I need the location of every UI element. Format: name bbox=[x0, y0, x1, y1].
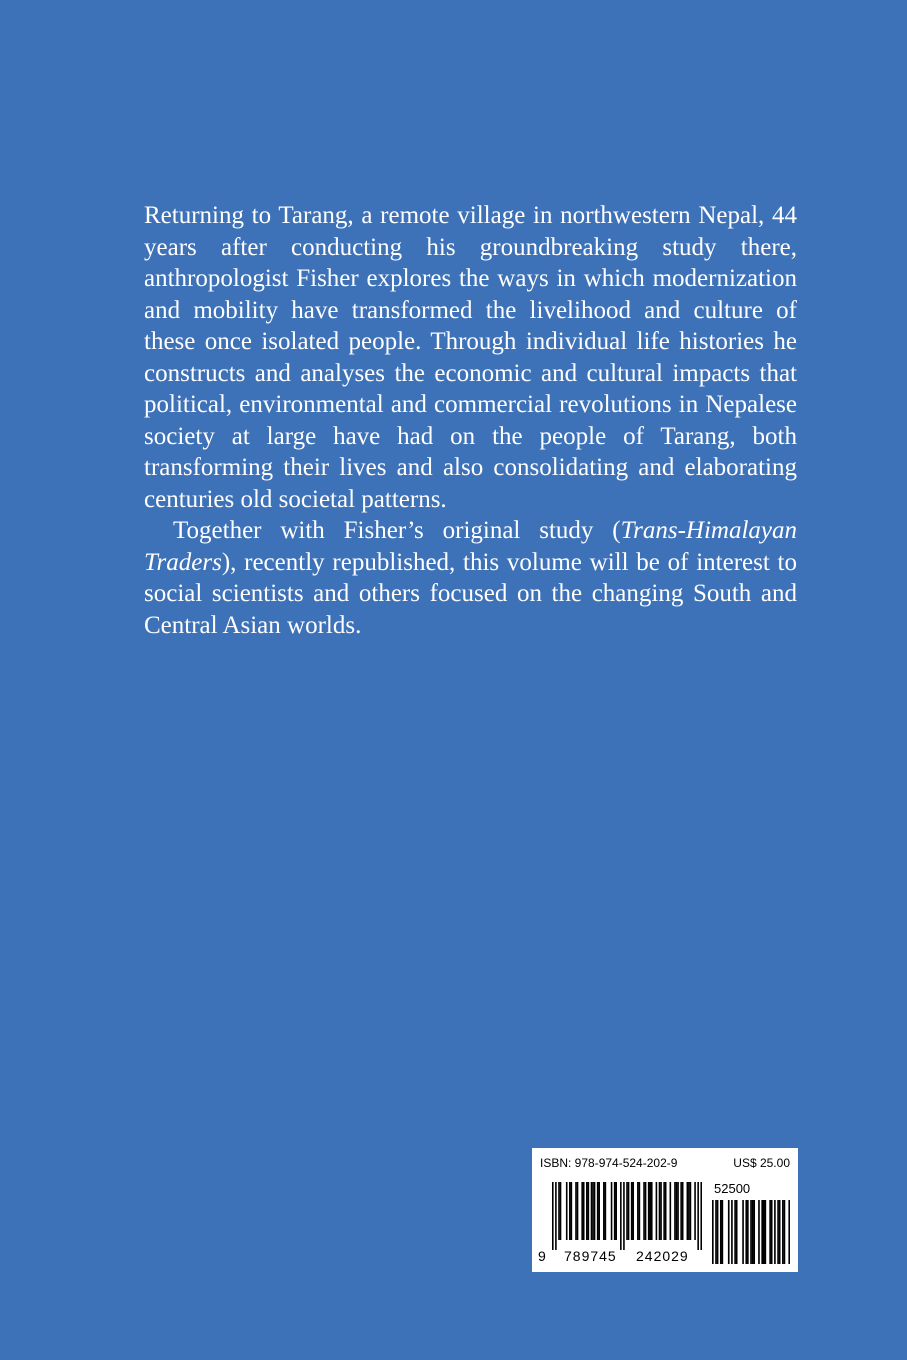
barcode-bar bbox=[769, 1200, 771, 1264]
barcode-bar bbox=[660, 1182, 662, 1240]
blurb-paragraph-2-rest: ), recently republished, this volume will be of interest to social scientists and others focused on the changing South and Central Asian worlds. bbox=[144, 548, 797, 639]
barcode-bar bbox=[720, 1200, 722, 1264]
barcode-bar bbox=[674, 1182, 676, 1240]
barcode-bar bbox=[715, 1200, 717, 1264]
barcode-bar bbox=[586, 1182, 588, 1240]
barcode-bar bbox=[663, 1182, 665, 1240]
barcode-bar bbox=[763, 1200, 765, 1264]
barcode-bar bbox=[594, 1182, 596, 1240]
barcode-bar bbox=[747, 1200, 749, 1264]
barcode-bar bbox=[603, 1182, 605, 1240]
barcode-bar bbox=[761, 1200, 763, 1264]
barcode-bar bbox=[615, 1182, 617, 1240]
barcode-bar bbox=[643, 1182, 645, 1240]
addon-barcode bbox=[712, 1200, 790, 1264]
barcode-bar bbox=[750, 1200, 752, 1264]
barcode-bar bbox=[583, 1182, 585, 1240]
barcode-bar bbox=[656, 1182, 658, 1240]
price-tag: US$ 25.00 bbox=[733, 1156, 790, 1170]
barcode-bar bbox=[569, 1182, 571, 1240]
ean-barcode bbox=[552, 1182, 702, 1250]
barcode-bar bbox=[777, 1200, 779, 1264]
barcode-bar bbox=[753, 1200, 755, 1264]
barcode-digit-first: 9 bbox=[538, 1248, 546, 1264]
barcode-bar bbox=[665, 1182, 667, 1240]
barcode-bar bbox=[690, 1182, 692, 1240]
blurb-text bbox=[144, 200, 797, 641]
barcode-bar bbox=[631, 1182, 633, 1240]
barcode-bar bbox=[620, 1182, 622, 1250]
barcode-bar bbox=[700, 1182, 702, 1250]
barcode-bar bbox=[765, 1200, 767, 1264]
barcode-bar bbox=[697, 1182, 699, 1250]
barcode-bar bbox=[687, 1182, 689, 1240]
barcode-bar bbox=[752, 1200, 754, 1264]
barcode-bar bbox=[745, 1200, 747, 1264]
barcode-bar bbox=[626, 1182, 628, 1240]
barcode-bar bbox=[651, 1182, 653, 1240]
barcode-bar bbox=[614, 1182, 616, 1240]
barcode-bar bbox=[682, 1182, 684, 1240]
barcode-bar bbox=[734, 1200, 736, 1264]
barcode-bar bbox=[649, 1182, 651, 1240]
barcode-bar bbox=[581, 1182, 583, 1240]
barcode-bar bbox=[712, 1200, 714, 1264]
barcode-bar bbox=[731, 1200, 733, 1264]
barcode-bar bbox=[784, 1200, 786, 1264]
barcode-bar bbox=[591, 1182, 593, 1240]
barcode-bar bbox=[558, 1182, 560, 1240]
barcode-bar bbox=[771, 1200, 773, 1264]
barcode-bar bbox=[566, 1182, 568, 1240]
barcode-bar bbox=[597, 1182, 599, 1240]
barcode-bar bbox=[611, 1182, 613, 1240]
blurb-paragraph-2 bbox=[144, 515, 797, 641]
barcode-bar bbox=[677, 1182, 679, 1240]
barcode-bar bbox=[628, 1182, 630, 1240]
barcode-bar bbox=[552, 1182, 554, 1250]
barcode-digits-left: 789745 bbox=[564, 1248, 617, 1264]
barcode-bar bbox=[736, 1200, 738, 1264]
addon-code: 52500 bbox=[714, 1181, 751, 1196]
isbn-number: ISBN: 978-974-524-202-9 bbox=[540, 1156, 678, 1170]
barcode-bar bbox=[592, 1182, 594, 1240]
barcode-label bbox=[532, 1148, 798, 1272]
blurb-paragraph-1: Returning to Tarang, a remote village in northwestern Nepal, 44 years after conducting his groundbreaking study there, anthropologist Fisher explores the ways in which modernization and mobility have transformed the livelihood and culture of these once isolated people. Through individual life histories he constructs and analyses the economic and cultural impacts that political, environmental and commercial revolutions in Nepalese society at large have had on the people of Tarang, both transforming their lives and also consolidating and elaborating centuries old societal patterns. bbox=[144, 202, 797, 513]
barcode-bar bbox=[728, 1200, 730, 1264]
barcode-bar bbox=[632, 1182, 634, 1240]
barcode-bar bbox=[555, 1182, 557, 1250]
barcode-bar bbox=[742, 1200, 744, 1264]
barcode-bar bbox=[645, 1182, 647, 1240]
barcode-bar bbox=[648, 1182, 650, 1240]
barcode-bar bbox=[722, 1200, 724, 1264]
barcode-bar bbox=[782, 1200, 784, 1264]
barcode-bar bbox=[577, 1182, 579, 1240]
barcode-bar bbox=[659, 1182, 661, 1240]
barcode-bar bbox=[688, 1182, 690, 1240]
barcode-bar bbox=[788, 1200, 790, 1264]
original-study-title: Trans-Himalayan Traders bbox=[144, 517, 797, 576]
barcode-bar bbox=[560, 1182, 562, 1240]
barcode-bar bbox=[637, 1182, 639, 1240]
barcode-bar bbox=[758, 1200, 760, 1264]
barcode-bar bbox=[598, 1182, 600, 1240]
barcode-bar bbox=[779, 1200, 781, 1264]
blurb-paragraph-2-intro: Together with Fisher’s original study ( bbox=[173, 517, 621, 544]
barcode-digits-right: 242029 bbox=[636, 1248, 689, 1264]
barcode-bar bbox=[680, 1182, 682, 1240]
barcode-bar bbox=[575, 1182, 577, 1240]
barcode-bar bbox=[639, 1182, 641, 1240]
barcode-bar bbox=[670, 1182, 672, 1240]
barcode-bar bbox=[623, 1182, 625, 1250]
barcode-bar bbox=[717, 1200, 719, 1264]
barcode-bar bbox=[694, 1182, 696, 1240]
barcode-bar bbox=[676, 1182, 678, 1240]
barcode-bar bbox=[571, 1182, 573, 1240]
barcode-bar bbox=[605, 1182, 607, 1240]
barcode-bar bbox=[588, 1182, 590, 1240]
barcode-bar bbox=[774, 1200, 776, 1264]
